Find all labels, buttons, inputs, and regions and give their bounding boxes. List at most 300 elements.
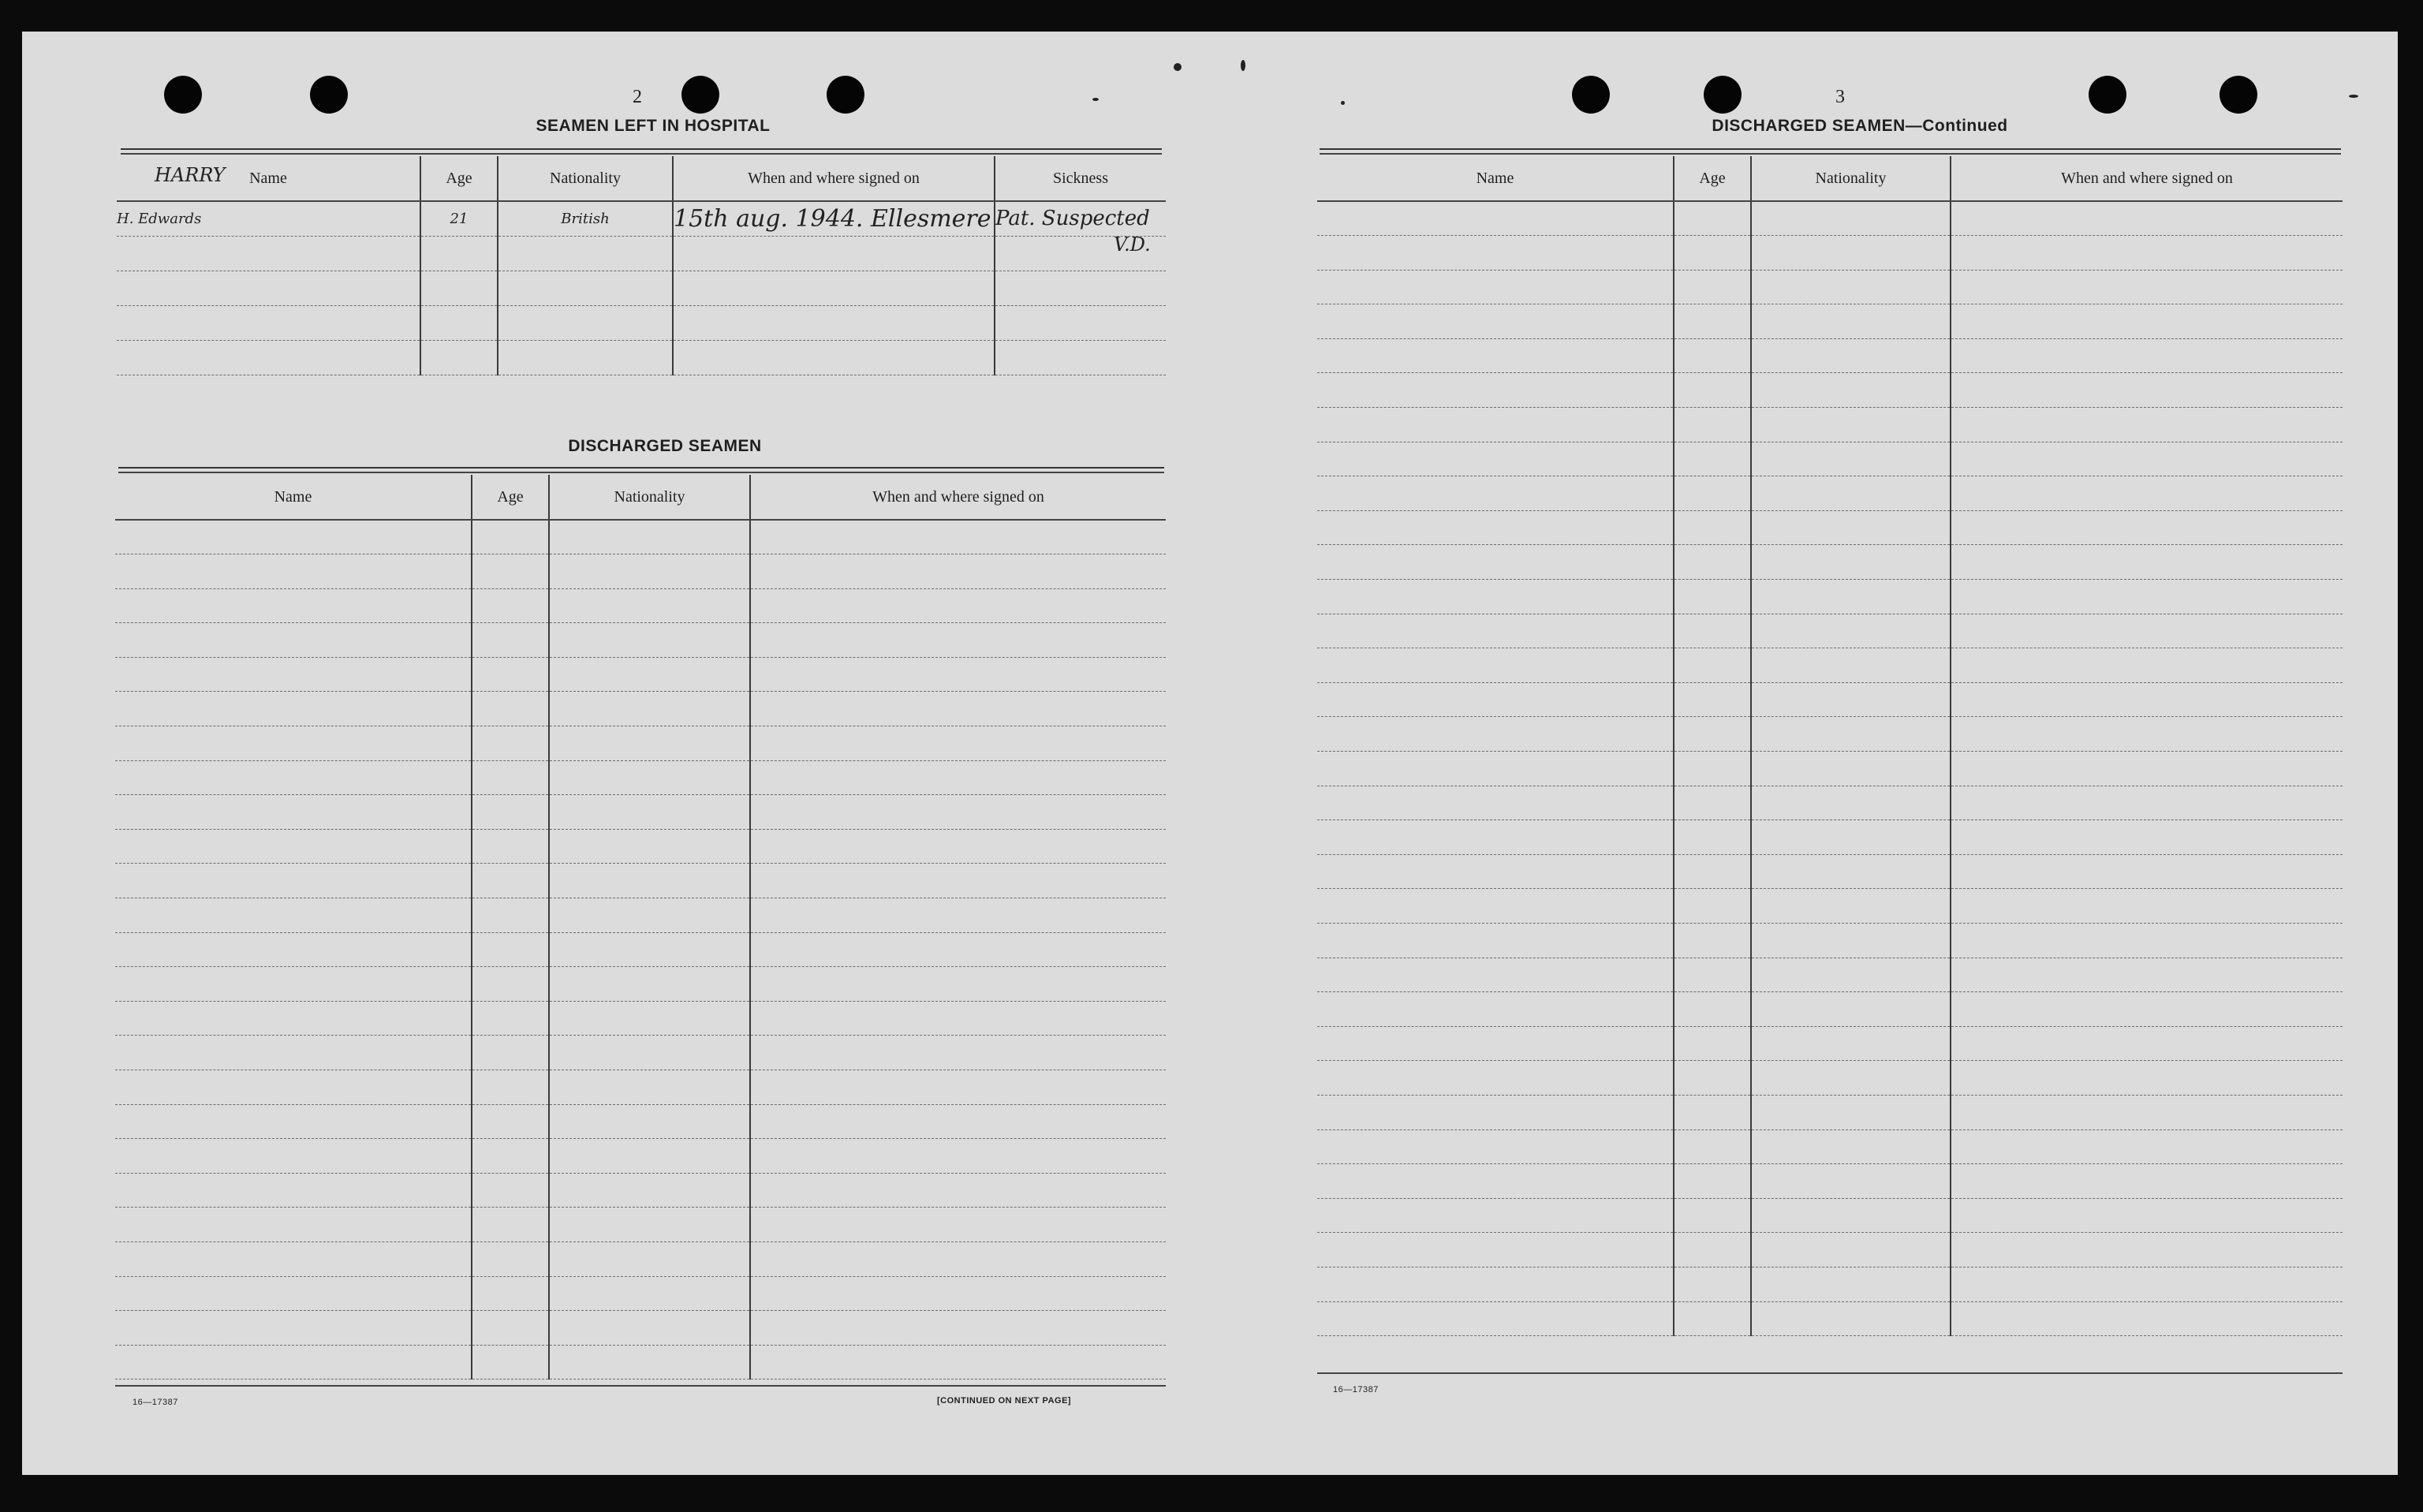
table-cell xyxy=(115,1173,472,1208)
table-cell xyxy=(472,932,549,967)
table-cell xyxy=(1951,1233,2343,1267)
table-row xyxy=(115,726,1166,761)
table-cell xyxy=(1674,1026,1751,1061)
table-row xyxy=(115,1208,1166,1242)
table-cell xyxy=(1951,992,2343,1027)
hospital-table xyxy=(117,156,1166,375)
table-row xyxy=(115,932,1166,967)
table-cell xyxy=(1951,717,2343,752)
table-row xyxy=(1317,1198,2343,1233)
table-cell xyxy=(1751,1301,1951,1336)
form-number: 16—17387 xyxy=(1333,1385,1379,1394)
section-rule xyxy=(118,472,1164,473)
table-cell xyxy=(1317,373,1674,408)
column-header-sickness: Sickness xyxy=(995,156,1166,201)
table-cell xyxy=(549,657,750,692)
table-row xyxy=(115,692,1166,726)
table-cell xyxy=(1951,854,2343,889)
table-cell xyxy=(1674,682,1751,717)
table-cell xyxy=(115,1345,472,1379)
table-cell xyxy=(549,932,750,967)
table-cell xyxy=(1951,236,2343,271)
table-cell xyxy=(472,795,549,830)
table-row xyxy=(1317,545,2343,580)
table-cell xyxy=(1317,1301,1674,1336)
table-row xyxy=(117,201,1166,236)
table-cell xyxy=(472,1276,549,1311)
table-row xyxy=(115,1104,1166,1139)
entry-sickness-text: Pat. Suspected xyxy=(995,207,1150,231)
table-row xyxy=(1317,1129,2343,1164)
table-cell xyxy=(1951,752,2343,786)
table-bottom-rule xyxy=(115,1385,1166,1387)
table-cell xyxy=(1317,442,1674,476)
table-cell xyxy=(1951,682,2343,717)
column-header-signed-on: When and where signed on xyxy=(750,475,1166,520)
table-cell xyxy=(549,1001,750,1036)
column-header-age: Age xyxy=(1674,156,1751,201)
table-cell xyxy=(1674,408,1751,442)
table-cell xyxy=(472,692,549,726)
table-cell xyxy=(1317,614,1674,648)
table-cell xyxy=(472,967,549,1002)
entry-sickness xyxy=(995,201,1166,256)
table-cell xyxy=(750,1241,1166,1276)
table-cell xyxy=(750,864,1166,898)
table-cell xyxy=(1674,958,1751,992)
table-cell xyxy=(750,967,1166,1002)
table-cell xyxy=(549,1173,750,1208)
table-cell xyxy=(1674,1129,1751,1164)
table-bottom-rule xyxy=(1317,1372,2343,1374)
table-cell xyxy=(115,657,472,692)
table-cell xyxy=(115,623,472,658)
left-page xyxy=(22,32,1197,1475)
column-header-name: Name xyxy=(115,475,472,520)
table-cell xyxy=(472,1070,549,1105)
table-cell xyxy=(1317,786,1674,820)
table-row xyxy=(1317,442,2343,476)
table-cell xyxy=(750,1208,1166,1242)
table-cell xyxy=(472,898,549,933)
table-cell xyxy=(115,520,472,554)
table-cell xyxy=(472,1001,549,1036)
table-cell xyxy=(1317,854,1674,889)
discharged-table xyxy=(115,475,1166,1379)
table-row xyxy=(1317,408,2343,442)
section-rule xyxy=(121,153,1162,155)
table-row xyxy=(1317,1301,2343,1336)
table-cell xyxy=(549,1311,750,1346)
table-cell xyxy=(1951,1095,2343,1129)
column-header-nationality: Nationality xyxy=(498,156,673,201)
table-cell xyxy=(1674,442,1751,476)
table-cell xyxy=(750,1276,1166,1311)
table-row xyxy=(115,588,1166,623)
table-cell xyxy=(1951,476,2343,511)
table-cell xyxy=(472,1173,549,1208)
table-cell xyxy=(1751,580,1951,614)
table-cell xyxy=(1317,682,1674,717)
page-number: 3 xyxy=(1835,87,1845,107)
table-row xyxy=(1317,786,2343,820)
table-cell xyxy=(472,1139,549,1174)
table-row xyxy=(1317,614,2343,648)
title-main: DISCHARGED SEAMEN xyxy=(1712,117,1906,135)
table-cell xyxy=(1674,820,1751,855)
table-cell xyxy=(472,829,549,864)
table-cell xyxy=(115,726,472,761)
column-header-nationality: Nationality xyxy=(549,475,750,520)
table-cell xyxy=(750,932,1166,967)
table-cell xyxy=(1317,992,1674,1027)
table-cell xyxy=(549,1104,750,1139)
table-cell xyxy=(750,1036,1166,1070)
table-cell xyxy=(549,864,750,898)
table-cell xyxy=(549,795,750,830)
table-cell xyxy=(472,623,549,658)
table-cell xyxy=(1951,545,2343,580)
table-cell xyxy=(1674,201,1751,236)
table-row xyxy=(117,236,1166,271)
column-header-nationality: Nationality xyxy=(1751,156,1951,201)
table-cell xyxy=(549,1241,750,1276)
table-cell xyxy=(115,795,472,830)
table-cell xyxy=(1317,1164,1674,1199)
table-cell xyxy=(1751,820,1951,855)
table-cell xyxy=(1674,580,1751,614)
table-cell xyxy=(750,1070,1166,1105)
table-cell xyxy=(115,829,472,864)
table-cell xyxy=(1951,373,2343,408)
table-cell xyxy=(1674,648,1751,683)
table-row xyxy=(115,1276,1166,1311)
table-cell xyxy=(472,726,549,761)
table-cell xyxy=(1674,338,1751,373)
table-cell xyxy=(1951,408,2343,442)
table-cell xyxy=(750,795,1166,830)
table-cell xyxy=(1674,752,1751,786)
table-cell xyxy=(472,1104,549,1139)
table-cell xyxy=(115,1036,472,1070)
table-cell xyxy=(1674,1095,1751,1129)
table-cell xyxy=(1751,682,1951,717)
table-row xyxy=(117,271,1166,305)
table-cell xyxy=(1317,545,1674,580)
table-row xyxy=(1317,236,2343,271)
table-cell xyxy=(750,1345,1166,1379)
table-cell xyxy=(1674,1233,1751,1267)
table-cell xyxy=(115,898,472,933)
title-suffix: —Continued xyxy=(1905,117,2008,135)
table-row xyxy=(1317,304,2343,339)
table-cell xyxy=(472,1036,549,1070)
table-cell xyxy=(115,864,472,898)
table-cell xyxy=(750,726,1166,761)
table-cell xyxy=(1951,648,2343,683)
table-row xyxy=(1317,338,2343,373)
table-cell xyxy=(115,692,472,726)
table-header-row xyxy=(117,156,1166,201)
table-cell xyxy=(1951,889,2343,924)
table-row xyxy=(115,1001,1166,1036)
table-cell xyxy=(115,760,472,795)
table-cell xyxy=(549,1036,750,1070)
table-cell xyxy=(1951,1198,2343,1233)
table-cell xyxy=(750,1311,1166,1346)
table-cell xyxy=(115,1070,472,1105)
table-cell xyxy=(1951,786,2343,820)
table-cell xyxy=(1317,580,1674,614)
table-cell xyxy=(1751,614,1951,648)
table-row xyxy=(1317,373,2343,408)
table-row xyxy=(1317,510,2343,545)
table-cell xyxy=(1751,1164,1951,1199)
table-cell xyxy=(549,967,750,1002)
table-cell xyxy=(1674,304,1751,339)
table-cell xyxy=(549,726,750,761)
table-cell xyxy=(1951,820,2343,855)
table-cell xyxy=(1751,1061,1951,1096)
table-cell xyxy=(1317,304,1674,339)
table-cell xyxy=(1751,1198,1951,1233)
table-cell xyxy=(549,1208,750,1242)
column-header-age: Age xyxy=(472,475,549,520)
entry-name-text: H. Edwards xyxy=(117,210,202,227)
table-cell xyxy=(1951,614,2343,648)
table-row xyxy=(115,554,1166,589)
table-row xyxy=(1317,854,2343,889)
table-cell xyxy=(1751,923,1951,958)
table-cell xyxy=(1751,442,1951,476)
table-cell xyxy=(1751,958,1951,992)
table-cell xyxy=(549,898,750,933)
table-cell xyxy=(472,1311,549,1346)
table-cell xyxy=(1951,958,2343,992)
table-cell xyxy=(1751,338,1951,373)
table-cell xyxy=(1317,648,1674,683)
table-cell xyxy=(750,1173,1166,1208)
table-row xyxy=(1317,923,2343,958)
table-row xyxy=(1317,270,2343,304)
table-row xyxy=(1317,682,2343,717)
table-cell xyxy=(472,1345,549,1379)
table-cell xyxy=(1751,201,1951,236)
table-cell xyxy=(1674,1061,1751,1096)
table-cell xyxy=(750,1001,1166,1036)
table-cell xyxy=(549,588,750,623)
table-cell xyxy=(549,554,750,589)
table-cell xyxy=(115,588,472,623)
table-row xyxy=(115,1036,1166,1070)
table-cell xyxy=(549,829,750,864)
table-cell xyxy=(1674,786,1751,820)
table-row xyxy=(115,795,1166,830)
section-rule xyxy=(1320,148,2341,150)
table-cell xyxy=(1674,510,1751,545)
table-cell xyxy=(750,829,1166,864)
table-cell xyxy=(750,1104,1166,1139)
table-cell xyxy=(472,520,549,554)
table-cell xyxy=(1317,1095,1674,1129)
table-cell xyxy=(1951,1061,2343,1096)
table-cell xyxy=(1317,889,1674,924)
table-cell xyxy=(1674,1301,1751,1336)
table-cell xyxy=(1951,304,2343,339)
form-number: 16—17387 xyxy=(133,1398,178,1407)
page-number: 2 xyxy=(633,87,642,107)
table-cell xyxy=(1674,889,1751,924)
table-row xyxy=(1317,1026,2343,1061)
table-cell xyxy=(750,588,1166,623)
table-row xyxy=(115,1070,1166,1105)
discharged-section-title: DISCHARGED SEAMEN xyxy=(568,437,762,455)
table-cell xyxy=(549,1345,750,1379)
table-cell xyxy=(1751,545,1951,580)
table-cell xyxy=(750,760,1166,795)
column-header-name: Name xyxy=(1317,156,1674,201)
table-row xyxy=(1317,992,2343,1027)
table-cell xyxy=(472,554,549,589)
table-cell xyxy=(1317,408,1674,442)
table-cell xyxy=(472,760,549,795)
table-cell xyxy=(750,1139,1166,1174)
table-cell xyxy=(1317,752,1674,786)
table-row xyxy=(115,898,1166,933)
table-cell xyxy=(115,1241,472,1276)
table-header-row xyxy=(115,475,1166,520)
table-row xyxy=(115,1173,1166,1208)
table-cell xyxy=(472,1241,549,1276)
table-cell xyxy=(1674,854,1751,889)
table-cell xyxy=(1674,1164,1751,1199)
entry-age: 21 xyxy=(420,201,498,236)
table-row xyxy=(1317,1267,2343,1301)
table-cell xyxy=(1751,476,1951,511)
table-cell xyxy=(549,623,750,658)
continued-note: [CONTINUED ON NEXT PAGE] xyxy=(937,1396,1072,1406)
table-cell xyxy=(1674,236,1751,271)
table-cell xyxy=(1751,1267,1951,1301)
table-row xyxy=(1317,476,2343,511)
section-rule xyxy=(1320,153,2341,155)
table-cell xyxy=(1317,201,1674,236)
table-cell xyxy=(472,864,549,898)
table-cell xyxy=(549,1139,750,1174)
table-cell xyxy=(549,1276,750,1311)
hospital-section-title: SEAMEN LEFT IN HOSPITAL xyxy=(536,117,771,135)
table-cell xyxy=(1751,1233,1951,1267)
table-row xyxy=(1317,717,2343,752)
table-cell xyxy=(1674,614,1751,648)
table-cell xyxy=(1317,1267,1674,1301)
table-cell xyxy=(1317,338,1674,373)
table-cell xyxy=(115,1104,472,1139)
table-cell xyxy=(1317,510,1674,545)
table-cell xyxy=(1751,992,1951,1027)
table-row xyxy=(115,657,1166,692)
column-header-signed-on: When and where signed on xyxy=(1951,156,2343,201)
table-cell xyxy=(1751,373,1951,408)
table-cell xyxy=(1751,408,1951,442)
table-cell xyxy=(750,898,1166,933)
entry-nationality: British xyxy=(498,201,673,236)
table-cell xyxy=(549,520,750,554)
table-cell xyxy=(1951,1026,2343,1061)
table-row xyxy=(1317,958,2343,992)
table-cell xyxy=(1317,1026,1674,1061)
table-cell xyxy=(1951,510,2343,545)
table-row xyxy=(115,864,1166,898)
discharged-continued-table xyxy=(1317,156,2343,1336)
table-cell xyxy=(1951,923,2343,958)
table-cell xyxy=(1317,476,1674,511)
table-cell xyxy=(1751,889,1951,924)
table-cell xyxy=(1317,1233,1674,1267)
sickness-note: V.D. xyxy=(1114,233,1151,256)
discharged-continued-title xyxy=(1560,117,2160,136)
table-cell xyxy=(1317,1061,1674,1096)
table-cell xyxy=(750,623,1166,658)
table-cell xyxy=(1674,992,1751,1027)
table-row xyxy=(1317,1164,2343,1199)
table-row xyxy=(115,829,1166,864)
column-header-age: Age xyxy=(420,156,498,201)
entry-signed-on: 15th aug. 1944. Ellesmere xyxy=(673,201,995,236)
section-rule xyxy=(121,148,1162,150)
table-cell xyxy=(1674,1267,1751,1301)
table-cell xyxy=(1674,545,1751,580)
table-cell xyxy=(1751,236,1951,271)
table-cell xyxy=(115,1139,472,1174)
table-cell xyxy=(1751,752,1951,786)
table-cell xyxy=(1951,270,2343,304)
table-row xyxy=(115,520,1166,554)
ledger-sheet xyxy=(22,32,2398,1475)
section-rule xyxy=(118,467,1164,469)
table-cell xyxy=(1951,201,2343,236)
table-cell xyxy=(1751,717,1951,752)
table-cell xyxy=(1751,786,1951,820)
table-cell xyxy=(472,588,549,623)
table-cell xyxy=(549,760,750,795)
table-row xyxy=(115,1139,1166,1174)
table-cell xyxy=(1951,580,2343,614)
table-cell xyxy=(750,554,1166,589)
table-row xyxy=(1317,820,2343,855)
table-cell xyxy=(115,1208,472,1242)
table-row xyxy=(1317,1233,2343,1267)
table-cell xyxy=(1674,1198,1751,1233)
table-cell xyxy=(1317,270,1674,304)
table-cell xyxy=(750,692,1166,726)
table-cell xyxy=(1751,648,1951,683)
table-cell xyxy=(472,657,549,692)
table-cell xyxy=(1751,1129,1951,1164)
table-row xyxy=(1317,648,2343,683)
table-cell xyxy=(549,692,750,726)
table-cell xyxy=(115,1001,472,1036)
table-row xyxy=(1317,580,2343,614)
table-header-row xyxy=(1317,156,2343,201)
table-cell xyxy=(1674,373,1751,408)
table-row xyxy=(115,1311,1166,1346)
table-cell xyxy=(1751,304,1951,339)
table-cell xyxy=(1317,717,1674,752)
table-cell xyxy=(750,520,1166,554)
table-cell xyxy=(1951,1301,2343,1336)
table-cell xyxy=(1674,923,1751,958)
